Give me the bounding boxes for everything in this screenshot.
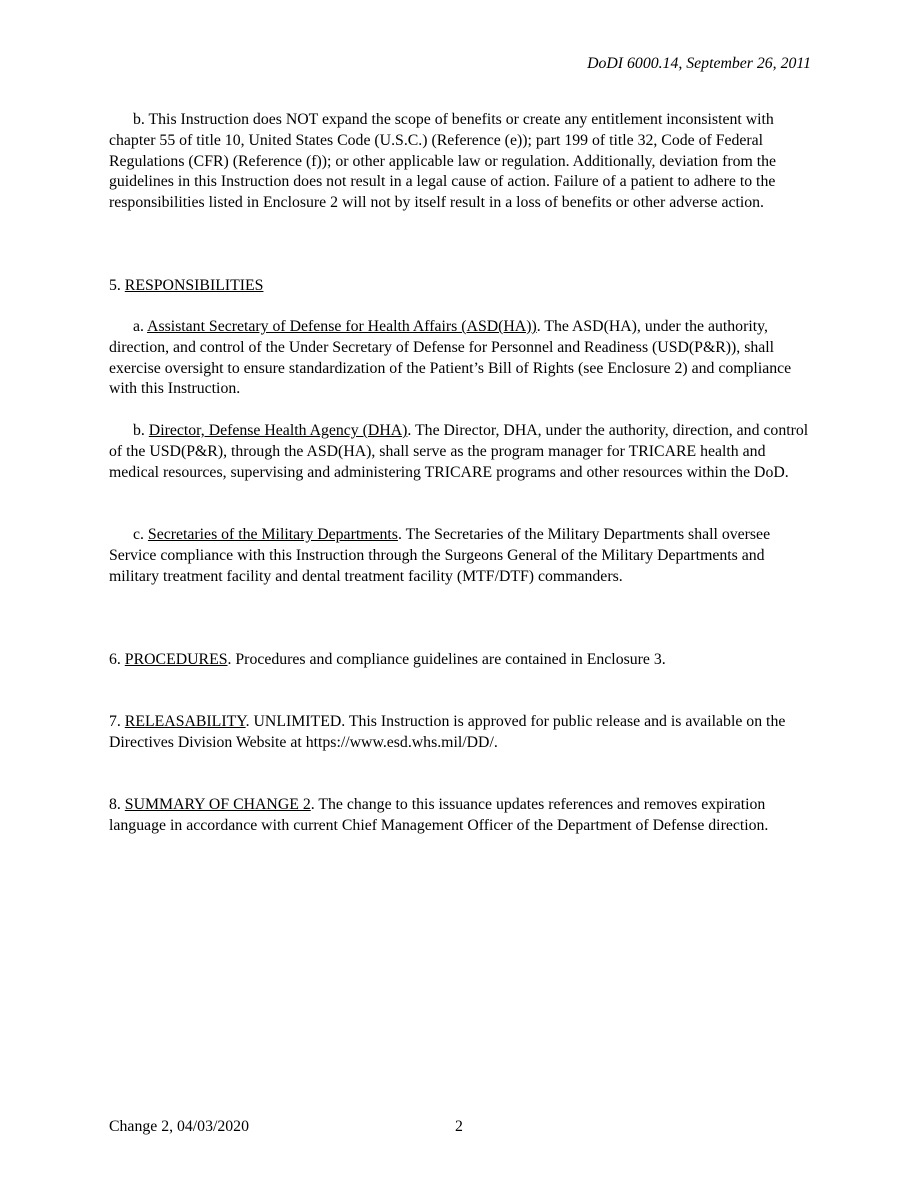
- section-5-heading: [109, 276, 809, 297]
- section-8-number: 8.: [109, 796, 125, 813]
- paragraph-5c-text: . The Secretaries of the Military Departments shall oversee Service compliance with this Instruction through the Surgeons General of the Military Departments and military treatment facility and dental treatment facility (MTF/DTF) commanders.: [109, 526, 771, 585]
- paragraph-5a-text: . The ASD(HA), under the authority, direction, and control of the Under Secretary of Defense for Personnel and Readiness (USD(P&R)), shall exercise oversight to ensure standardization of the Patient’s Bill of Rights (see Enclosure 2) and compliance with this Instruction.: [109, 318, 792, 398]
- paragraph-5c-title: Secretaries of the Military Departments: [147, 526, 398, 543]
- section-6-text: . Procedures and compliance guidelines are contained in Enclosure 3.: [227, 651, 666, 668]
- section-7-text: . UNLIMITED. This Instruction is approved for public release and is available on the Directives Division Website at https://www.esd.whs.mil/DD/.: [109, 713, 786, 751]
- document-header: DoDI 6000.14, September 26, 2011: [587, 55, 811, 72]
- section-5-title: RESPONSIBILITIES: [124, 277, 264, 294]
- paragraph-5c-prefix: c.: [133, 526, 148, 543]
- section-6-title: PROCEDURES: [124, 651, 228, 668]
- section-5-number: 5.: [109, 277, 125, 294]
- section-6-number: 6.: [109, 651, 125, 668]
- section-8-title: SUMMARY OF CHANGE 2: [124, 796, 311, 813]
- paragraph-5b-text: . The Director, DHA, under the authority, direction, and control of the USD(P&R), through the ASD(HA), shall serve as the program manager for TRICARE health and medical resources, supervising and administering TRICARE programs and other resources within the DoD.: [109, 422, 809, 481]
- paragraph-5b-prefix: b.: [133, 422, 149, 439]
- footer-change-note: Change 2, 04/03/2020: [109, 1118, 249, 1135]
- footer-page-number: 2: [455, 1118, 463, 1135]
- section-7-number: 7.: [109, 713, 125, 730]
- paragraph-5c: [109, 525, 809, 587]
- section-7-title: RELEASABILITY: [124, 713, 246, 730]
- paragraph-5b-title: Director, Defense Health Agency (DHA): [148, 422, 408, 439]
- paragraph-5a-prefix: a.: [133, 318, 148, 335]
- paragraph-5a: [109, 317, 809, 400]
- paragraph-4b: [109, 110, 809, 214]
- section-7: [109, 712, 809, 754]
- paragraph-5b: [109, 421, 809, 483]
- paragraph-5a-title: Assistant Secretary of Defense for Health Affairs (ASD(HA)): [147, 318, 537, 335]
- section-8: [109, 795, 809, 837]
- section-8-text: . The change to this issuance updates references and removes expiration language in accordance with current Chief Management Officer of the Department of Defense direction.: [109, 796, 769, 834]
- section-6: [109, 650, 809, 671]
- paragraph-4b-text: b. This Instruction does NOT expand the scope of benefits or create any entitlement inconsistent with chapter 55 of title 10, United States Code (U.S.C.) (Reference (e)); part 199 of title 32, Code of Federal Regulations (CFR) (Reference (f)); or other applicable law or regulation. Additionally, deviation from the guidelines in this Instruction does not result in a legal cause of action. Failure of a patient to adhere to the responsibilities listed in Enclosure 2 will not by itself result in a loss of benefits or other adverse action.: [109, 111, 777, 212]
